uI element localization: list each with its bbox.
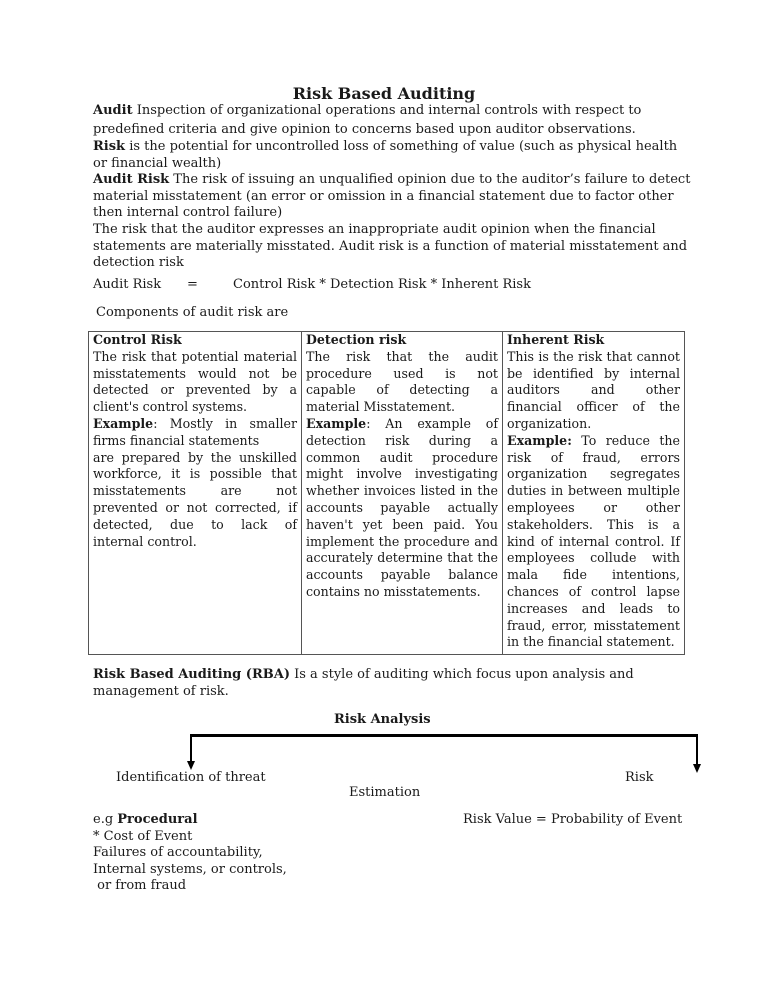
detail-line: * Cost of Event — [93, 828, 193, 844]
definition-audit-text: Inspection of organizational operations and internal controls with respect to predefined criteria and give opinion to concerns based upon auditor observations. — [93, 103, 642, 137]
example-text-continued: are prepared by the unskilled workforce, it is possible that misstatements are not prevented or not corrected, if detected, due to lack of internal control. — [93, 449, 297, 549]
arrow-down-icon — [693, 764, 701, 773]
term-risk: Risk — [93, 139, 126, 154]
formula-rhs: Control Risk * Detection Risk * Inherent Risk — [233, 277, 531, 292]
page-title: Risk Based Auditing — [292, 84, 476, 103]
arrow-down-icon — [187, 761, 195, 770]
component-heading: Control Risk — [93, 332, 182, 347]
example-text: : Mostly in smaller firms financial statements — [93, 415, 297, 448]
definition-risk-text: is the potential for uncontrolled loss of something of value (such as physical health or financial wealth) — [93, 139, 678, 171]
rba-text: Is a style of auditing which focus upon analysis and management of risk. — [93, 667, 634, 699]
component-definition: The risk that potential material misstatements would not be detected or prevented by a client's control systems. — [93, 348, 297, 415]
rba-definition — [93, 667, 653, 700]
definition-risk — [93, 139, 693, 172]
detail-line: or from fraud — [93, 878, 187, 893]
diagram-right-label: Risk — [625, 770, 654, 785]
diagram-middle-label: Estimation — [349, 785, 421, 800]
example-label: Example — [93, 415, 154, 431]
detail-prefix: e.g — [93, 812, 118, 827]
definition-audit-risk — [93, 172, 693, 222]
component-control-risk — [89, 332, 302, 655]
diagram-connector-right — [696, 734, 698, 765]
components-intro: Components of audit risk are — [96, 305, 289, 320]
example-label: Example: — [507, 432, 572, 448]
term-audit-risk: Audit Risk — [93, 172, 170, 187]
table-row — [89, 332, 685, 655]
diagram-connector-horizontal — [190, 734, 698, 737]
component-definition: This is the risk that cannot be identified by internal auditors and other financial officer of the organization. — [507, 348, 680, 431]
component-heading: Detection risk — [306, 332, 407, 347]
component-definition: The risk that the audit procedure used is not capable of detecting a material Misstatement. — [306, 348, 498, 415]
diagram-connector-left — [190, 734, 192, 762]
detail-line: Failures of accountability, — [93, 845, 263, 860]
detail-bold: Procedural — [117, 812, 198, 827]
example-text: : An example of detection risk during a common audit procedure might involve investigating whether invoices listed in the accounts payable actually haven't yet been paid. You implement the procedure and accurately determine that the accounts payable balance contains no misstatements. — [306, 415, 498, 599]
example-text: To reduce the risk of fraud, errors organization segregates duties in between multiple employees or other stakeholders. This is a kind of internal control. If employees collude with mala fide intentions, chances of control lapse increases and leads to fraud, error, misstatement in the financial statement. — [507, 432, 680, 650]
component-heading: Inherent Risk — [507, 332, 605, 347]
component-inherent-risk — [503, 332, 685, 655]
term-audit: Audit — [93, 103, 133, 118]
definition-audit-risk-text: The risk of issuing an unqualified opinion due to the auditor’s failure to detect material misstatement (an error or omission in a financial statement due to factor other then internal control failure) — [93, 172, 691, 220]
example-label: Example — [306, 415, 367, 431]
definition-audit — [93, 101, 693, 139]
diagram-left-detail — [93, 812, 287, 895]
term-rba: Risk Based Auditing (RBA) — [93, 667, 290, 682]
formula-lhs: Audit Risk — [93, 277, 162, 292]
component-detection-risk — [302, 332, 503, 655]
diagram-left-label: Identification of threat — [116, 770, 266, 785]
components-table — [88, 331, 685, 655]
diagram-right-detail: Risk Value = Probability of Event — [463, 812, 683, 827]
formula-equals: = — [187, 277, 198, 292]
diagram-heading: Risk Analysis — [334, 712, 431, 727]
detail-line: Internal systems, or controls, — [93, 861, 287, 877]
audit-risk-paragraph: The risk that the auditor expresses an inappropriate audit opinion when the financial statements are materially misstated. Audit risk is a function of material misstatement and detection risk — [93, 222, 688, 270]
